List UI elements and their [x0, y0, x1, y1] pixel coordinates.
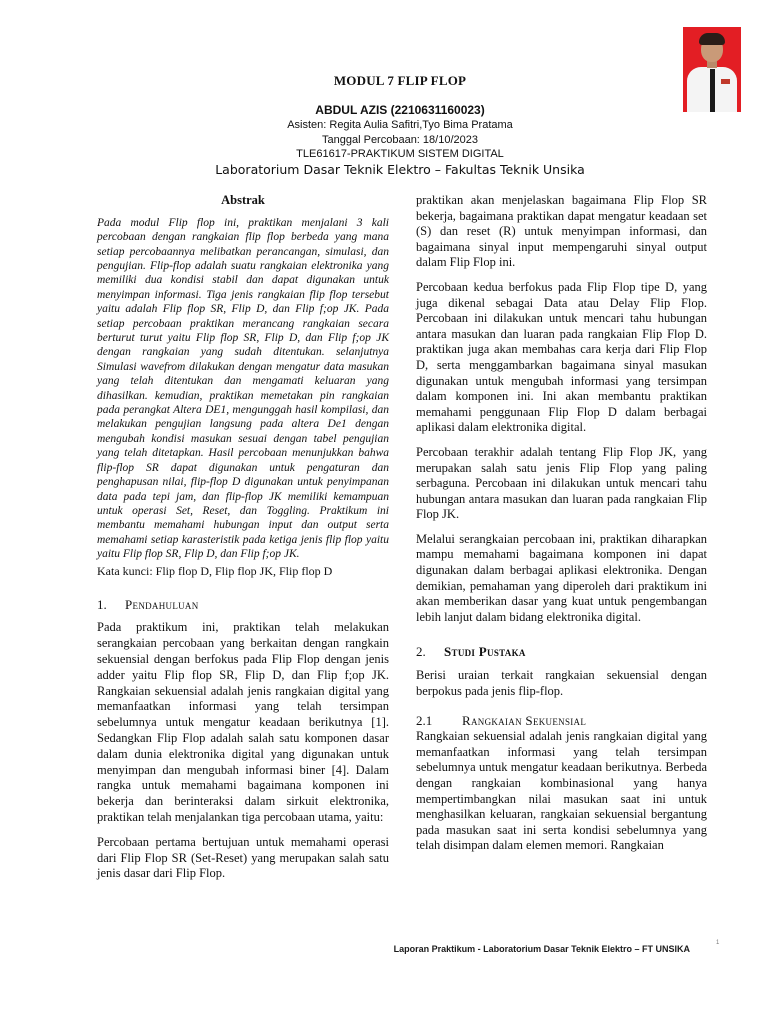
section-1-paragraph-2-cont: praktikan akan menjelaskan bagaimana Flip Flop SR bekerja, bagaimana praktikan dapat mengatur keadaan set (S) dan reset (R) untuk menyimpan informasi, dan bagaimana sinyal input mempengaruhi sinyal output dalam Flip Flop ini. [416, 193, 707, 270]
course-code: TLE61617-PRAKTIKUM SISTEM DIGITAL [296, 148, 504, 160]
paper-title: MODUL 7 FLIP FLOP [333, 73, 467, 88]
subsection-2-1-title: Rangkaian Sekuensial [462, 713, 587, 729]
subsection-2-1-heading [416, 713, 707, 729]
section-2-title: Studi Pustaka [444, 644, 526, 660]
left-column [97, 193, 389, 891]
section-1-title: Pendahuluan [125, 596, 199, 612]
right-column [416, 193, 707, 863]
author-name: ABDUL AZIS (2210631160023) [315, 103, 485, 117]
section-1-paragraph-5: Melalui serangkaian percobaan ini, praktikan diharapkan mampu memahami bagaimana komponen ini dapat digunakan dalam berbagai aplikasi elektronika. Dengan demikian, pemahaman yang diperoleh dari praktikum ini akan memberikan dasar yang kuat untuk pengembangan lebih lanjut dalam bidang elektronika digital. [416, 531, 707, 624]
section-1-paragraph-1: Pada praktikum ini, praktikan telah melakukan serangkaian percobaan yang berkaitan dengan rangkain sekuensial dengan berfokus pada Flip Flop dengan jenis adder yaitu Flip flop SR, Flip D, dan Flip f;op JK. Rangkaian sekuensial adalah jenis rangkaian digital yang memanfaatkan informasi yang telah tersimpan sebelumnya untuk mengatur keadaan berikutnya [1]. Sedangkan Flip Flop adalah salah satu komponen dasar dalam dunia elektronika digital yang digunakan untuk menyimpan dan mengubah informasi biner [4]. Dalam rangka untuk memahami bagaimana komponen ini bekerja dan berinteraksi dalam sirkuit elektronika, praktikan telah menjalankan tiga percobaan utama, yaitu: [97, 620, 389, 824]
section-1-paragraph-4: Percobaan terakhir adalah tentang Flip Flop JK, yang merupakan salah satu jenis Flip Flop yang paling serbaguna. Percobaan ini dilakukan untuk mencari tahu hubungan antara masukan dan luaran pada rangkaian Flip Flop JK. [416, 444, 707, 522]
lab-name: Laboratorium Dasar Teknik Elektro – Fakultas Teknik Unsika [215, 162, 585, 177]
assistants: Asisten: Regita Aulia Safitri,Tyo Bima Pratama [287, 119, 513, 131]
section-1-paragraph-3: Percobaan kedua berfokus pada Flip Flop tipe D, yang juga dikenal sebagai Data atau Delay Flip Flop. Percobaan ini dilakukan untuk mencari tahu hubungan antara masukan dan luaran pada rangkaian Flip Flop D. praktikan juga akan membahas cara kerja dari Flip Flop D, serta menggambarkan bagaimana sinyal masukan digunakan untuk mengubah informasi yang tersimpan dalam komponen ini. Ini akan membantu praktikan memahami penggunaan Flip Flop D dalam berbagai aplikasi dalam elektronika digital. [416, 279, 707, 435]
keywords: Kata kunci: Flip flop D, Flip flop JK, Flip flop D [97, 563, 333, 578]
abstract-heading: Abstrak [221, 193, 265, 207]
subsection-2-1-number: 2.1 [416, 713, 433, 729]
section-1-number: 1. [97, 596, 107, 612]
photo-hair [699, 33, 725, 45]
section-2-intro: Berisi uraian terkait rangkaian sekuensial dengan berpokus pada jenis flip-flop. [416, 668, 707, 698]
page-footer: Laporan Praktikum - Laboratorium Dasar Teknik Elektro – FT UNSIKA [393, 944, 690, 954]
abstract-text: Pada modul Flip flop ini, praktikan menjalani 3 kali percobaan dengan rangkaian flip flop berbeda yang mana setiap percobaannya melibatkan perancangan, simulasi, dan pengujian. Flip-flop adalah suatu rangkaian elektronika yang memiliki dua kondisi stabil dan dapat digunakan untuk menyimpan informasi. Tiga jenis rangkaian flip flop tersebut yaitu adalah Flip flop SR, Flip D, dan Flip f;op JK. Pada setiap percobaan praktikan merancang rangkaian secara berturut turut yaitu Flip flop SR, Flip D, dan Flip f;op JK dengan rangkaian yang sudah ditentukan. selanjutnya Simulasi wavefrom dilakukan dengan mengatur data masukan yang telah ditentukan dan mengamati keluaran yang dihasilkan. kemudian, praktikan memetakan pin rangkaian pada perangkat Altera DE1, mengunggah hasil kompilasi, dan melakukan pengujian langsung pada altera De1 dengan mengubah kondisi masukan sesuai dengan tabel pengujian yang telah ditetapkan. Hasil percobaan menunjukkan bahwa flip-flop SR dapat digunakan untuk pengaturan dan penghapusan nilai, flip-flop D digunakan untuk penyimpanan data pada tepi jam, dan flip-flop JK memiliki kemampuan untuk operasi Set, Reset, dan Toggling. Praktikum ini membantu memahami hubungan input dan output serta memahami setiap karasteristik pada ketiga jenis flip flop yaitu yaitu Flip flop SR, Flip D, dan Flip f;op JK. [97, 216, 389, 561]
section-1-heading [97, 597, 389, 613]
section-2-number: 2. [416, 644, 426, 660]
footer-mark: 1 [716, 940, 720, 946]
experiment-date: Tanggal Percobaan: 18/10/2023 [322, 134, 478, 146]
subsection-2-1-text: Rangkaian sekuensial adalah jenis rangkaian digital yang memanfaatkan informasi yang telah tersimpan sebelumnya untuk mengatur keadaan berikutnya. Berbeda dengan rangkaian kombinasional yang hanya mempertimbangkan nilai masukan saat ini untuk menghasilkan keluaran, rangkaian sekuensial bergantung pada masukan saat ini serta kondisi sebelumnya yang telah disimpan dalam elemen memori. Rangkaian [416, 729, 707, 853]
section-2-heading [416, 644, 707, 660]
section-1-paragraph-2: Percobaan pertama bertujuan untuk memahami operasi dari Flip Flop SR (Set-Reset) yang merupakan salah satu jenis dasar dari Flip Flop. [97, 834, 389, 881]
author-photo [683, 27, 741, 112]
